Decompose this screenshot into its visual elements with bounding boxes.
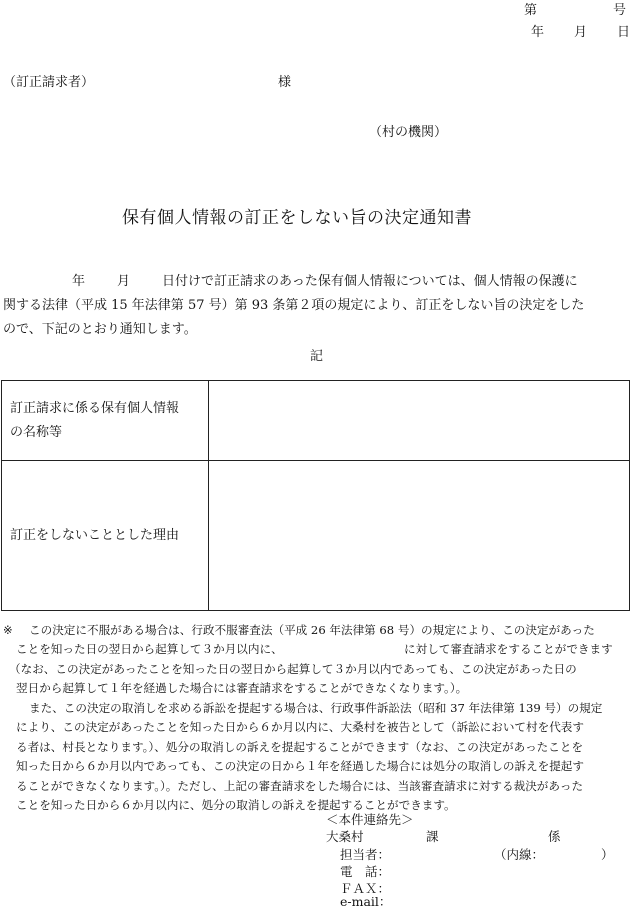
row-label-information-name [2, 381, 209, 461]
row-label-line: の名称等 [10, 424, 63, 440]
row-value-reason [209, 461, 630, 611]
contact-phone-label: 電 話： [340, 864, 391, 879]
contact-email-label: e-mail： [340, 894, 392, 909]
row-value-information-name [209, 381, 630, 461]
row-label-line: 訂正請求に係る保有個人情報 [10, 400, 180, 416]
table-row [2, 381, 630, 461]
contact-heading: ＜本件連絡先＞ [326, 812, 414, 827]
body-line-1: 日付けで訂正請求のあった保有個人情報については、個人情報の保護に [162, 274, 578, 289]
note-line: る者は、村長となります。）、処分の取消しの訴えを提起することができます（なお、この決定があったことを [16, 740, 584, 754]
body-line-3: ので、下記のとおり通知します。 [3, 322, 197, 337]
addressee-honorific: 様 [278, 75, 292, 90]
number-label-go: 号 [613, 3, 627, 18]
date-month: 月 [574, 25, 588, 40]
contact-ka: 課 [426, 829, 439, 844]
contact-fax-label: ＦＡＸ： [340, 881, 391, 896]
note-line: また、この決定の取消しを求める訴訟を提起する場合は、行政事件訴訟法（昭和 37 年法律第 139 号）の規定 [29, 701, 603, 715]
note-line: に対して審査請求をすることができます [404, 642, 613, 656]
ki-label: 記 [310, 349, 324, 364]
note-line: この決定に不服がある場合は、行政不服審査法（平成 26 年法律第 68 号）の規定により、この決定があった [29, 623, 595, 637]
note-line: ことを知った日から６か月以内に、処分の取消しの訴えを提起することができます。 [16, 798, 456, 812]
row-label-reason: 訂正をしないこととした理由 [2, 461, 209, 611]
issuer-label: （村の機関） [369, 125, 448, 140]
note-line: 知った日から６か月以内であっても、この決定の日から１年を経過した場合には処分の取消しの訴えを提起す [16, 759, 584, 773]
page-title: 保有個人情報の訂正をしない旨の決定通知書 [122, 208, 472, 228]
body-line-2: 関する法律（平成 15 年法律第 57 号）第 93 条第２項の規定により、訂正をしない旨の決定をした [3, 298, 585, 313]
body-month: 月 [117, 274, 131, 289]
note-line: ることができなくなります。）。ただし、上記の審査請求をした場合には、当該審査請求に対する裁決があった [16, 779, 584, 793]
decision-table [1, 380, 630, 611]
note-line: ことを知った日の翌日から起算して３か月以内に、 [16, 642, 283, 656]
note-mark: ※ [3, 623, 13, 637]
number-label-dai: 第 [524, 3, 538, 18]
body-year: 年 [72, 274, 86, 289]
note-line: により、この決定があったことを知った日から６か月以内に、大桑村を被告として（訴訟において村を代表す [16, 720, 584, 734]
note-line: 翌日から起算して１年を経過した場合には審査請求をすることができなくなります。）。 [16, 681, 468, 695]
addressee-label: （訂正請求者） [3, 75, 95, 90]
contact-org: 大桑村 [326, 829, 364, 844]
contact-extension: （内線： [494, 847, 545, 862]
table-row [2, 461, 630, 611]
note-line: （なお、この決定があったことを知った日の翌日から起算して３か月以内であっても、この決定があった日の [9, 662, 577, 676]
date-year: 年 [531, 25, 545, 40]
contact-kakari: 係 [548, 829, 561, 844]
contact-person-label: 担当者： [340, 847, 391, 862]
date-day: 日 [617, 25, 631, 40]
contact-extension-close: ） [601, 847, 614, 862]
